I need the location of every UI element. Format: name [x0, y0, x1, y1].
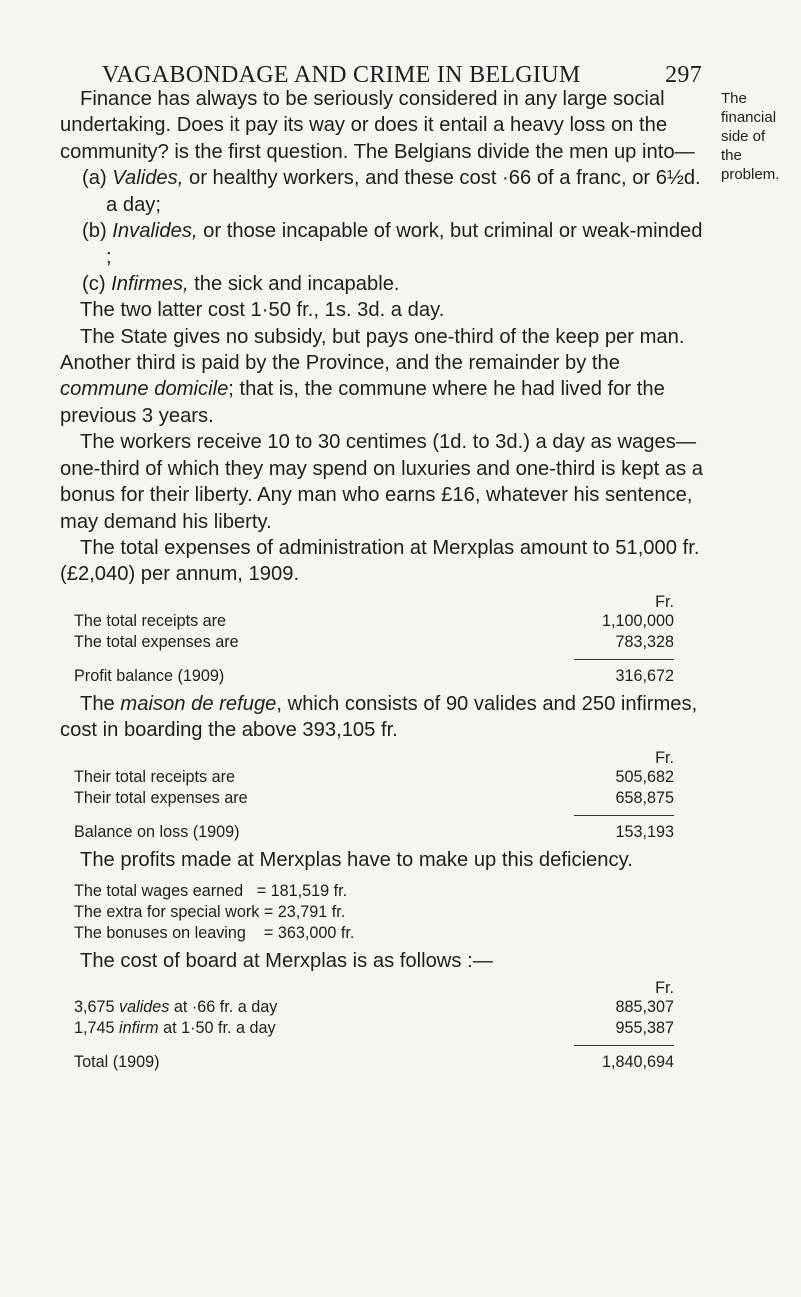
account-row: Their total receipts are 505,682: [74, 767, 674, 786]
account-total-row: Profit balance (1909) 316,672: [74, 666, 674, 685]
currency-label: Fr.: [655, 748, 674, 767]
account-row: Their total expenses are 658,875: [74, 788, 674, 807]
term-infirmes: Infirmes,: [111, 272, 189, 295]
body-text: [60, 86, 710, 1073]
paragraph-maison-de-refuge: The maison de refuge, which consists of 90 valides and 250 infirmes, cost in boarding the above 393,105 fr.: [60, 692, 698, 742]
board-row: 3,675 valides at ·66 fr. a day 885,307: [74, 998, 674, 1017]
margin-note-line: financial: [721, 109, 777, 126]
wage-row: The total wages earned = 181,519 fr.: [74, 881, 348, 900]
category-valides: (a) Valides, or healthy workers, and these cost ·66 of a franc, or 6½d. a day;: [82, 167, 701, 216]
account-row: The total expenses are 783,328: [74, 632, 674, 651]
margin-note: [721, 89, 799, 184]
paragraph-latter-cost: The two latter cost 1·50 fr., 1s. 3d. a day.: [80, 299, 445, 322]
board-row: 1,745 infirm at 1·50 fr. a day 955,387: [74, 1019, 674, 1038]
term-valides: Valides,: [112, 167, 184, 190]
margin-note-line: side of: [721, 128, 766, 145]
term-maison-de-refuge: maison de refuge: [120, 692, 277, 715]
term-invalides: Invalides,: [112, 220, 198, 243]
paragraph-expenses: The total expenses of administration at Merxplas amount to 51,000 fr. (£2,040) per annum, 1909.: [60, 536, 700, 586]
currency-label: Fr.: [655, 592, 674, 611]
term-commune-domicile: commune domicile: [60, 378, 229, 401]
currency-label: Fr.: [655, 979, 674, 998]
paragraph-cost-of-board: The cost of board at Merxplas is as follows :—: [80, 949, 493, 972]
accounts-refuge: [74, 748, 674, 843]
account-row: The total receipts are 1,100,000: [74, 611, 674, 630]
margin-note-line: the: [721, 147, 742, 164]
sum-rule: [574, 659, 674, 660]
page-number: 297: [665, 62, 702, 88]
sum-rule: [574, 815, 674, 816]
accounts-merxplas: [74, 592, 674, 687]
paragraph-subsidy: The State gives no subsidy, but pays one-third of the keep per man. Another third is paid by the Province, and the remainder by the commune domicile; that is, the commune where he had lived for the previous 3 years.: [60, 325, 685, 427]
category-infirmes: (c) Infirmes, the sick and incapable.: [82, 272, 400, 295]
paragraph-finance: Finance has always to be seriously considered in any large social undertaking. Does it pay its way or does it entail a heavy loss on the community? is the first question. The Belgians divide the men up into—: [60, 88, 695, 163]
account-total-row: Balance on loss (1909) 153,193: [74, 822, 674, 841]
paragraph-wages: The workers receive 10 to 30 centimes (1d. to 3d.) a day as wages—one-third of which they may spend on luxuries and one-third is kept as a bonus for their liberty. Any man who earns £16, whatever his sentence, may demand his liberty.: [60, 431, 703, 533]
wages-list: [74, 881, 710, 944]
paragraph-deficiency: The profits made at Merxplas have to make up this deficiency.: [80, 848, 633, 871]
sum-rule: [574, 1045, 674, 1046]
margin-note-line: problem.: [721, 166, 780, 183]
margin-note-line: The: [721, 90, 747, 107]
board-total-row: Total (1909) 1,840,694: [74, 1053, 674, 1072]
wage-row: The extra for special work = 23,791 fr.: [74, 902, 346, 921]
category-invalides: (b) Invalides, or those incapable of work, but criminal or weak-minded ;: [82, 220, 703, 269]
accounts-board: [74, 978, 674, 1073]
wage-row: The bonuses on leaving = 363,000 fr.: [74, 923, 355, 942]
running-head-title: VAGABONDAGE AND CRIME IN BELGIUM: [102, 62, 581, 88]
